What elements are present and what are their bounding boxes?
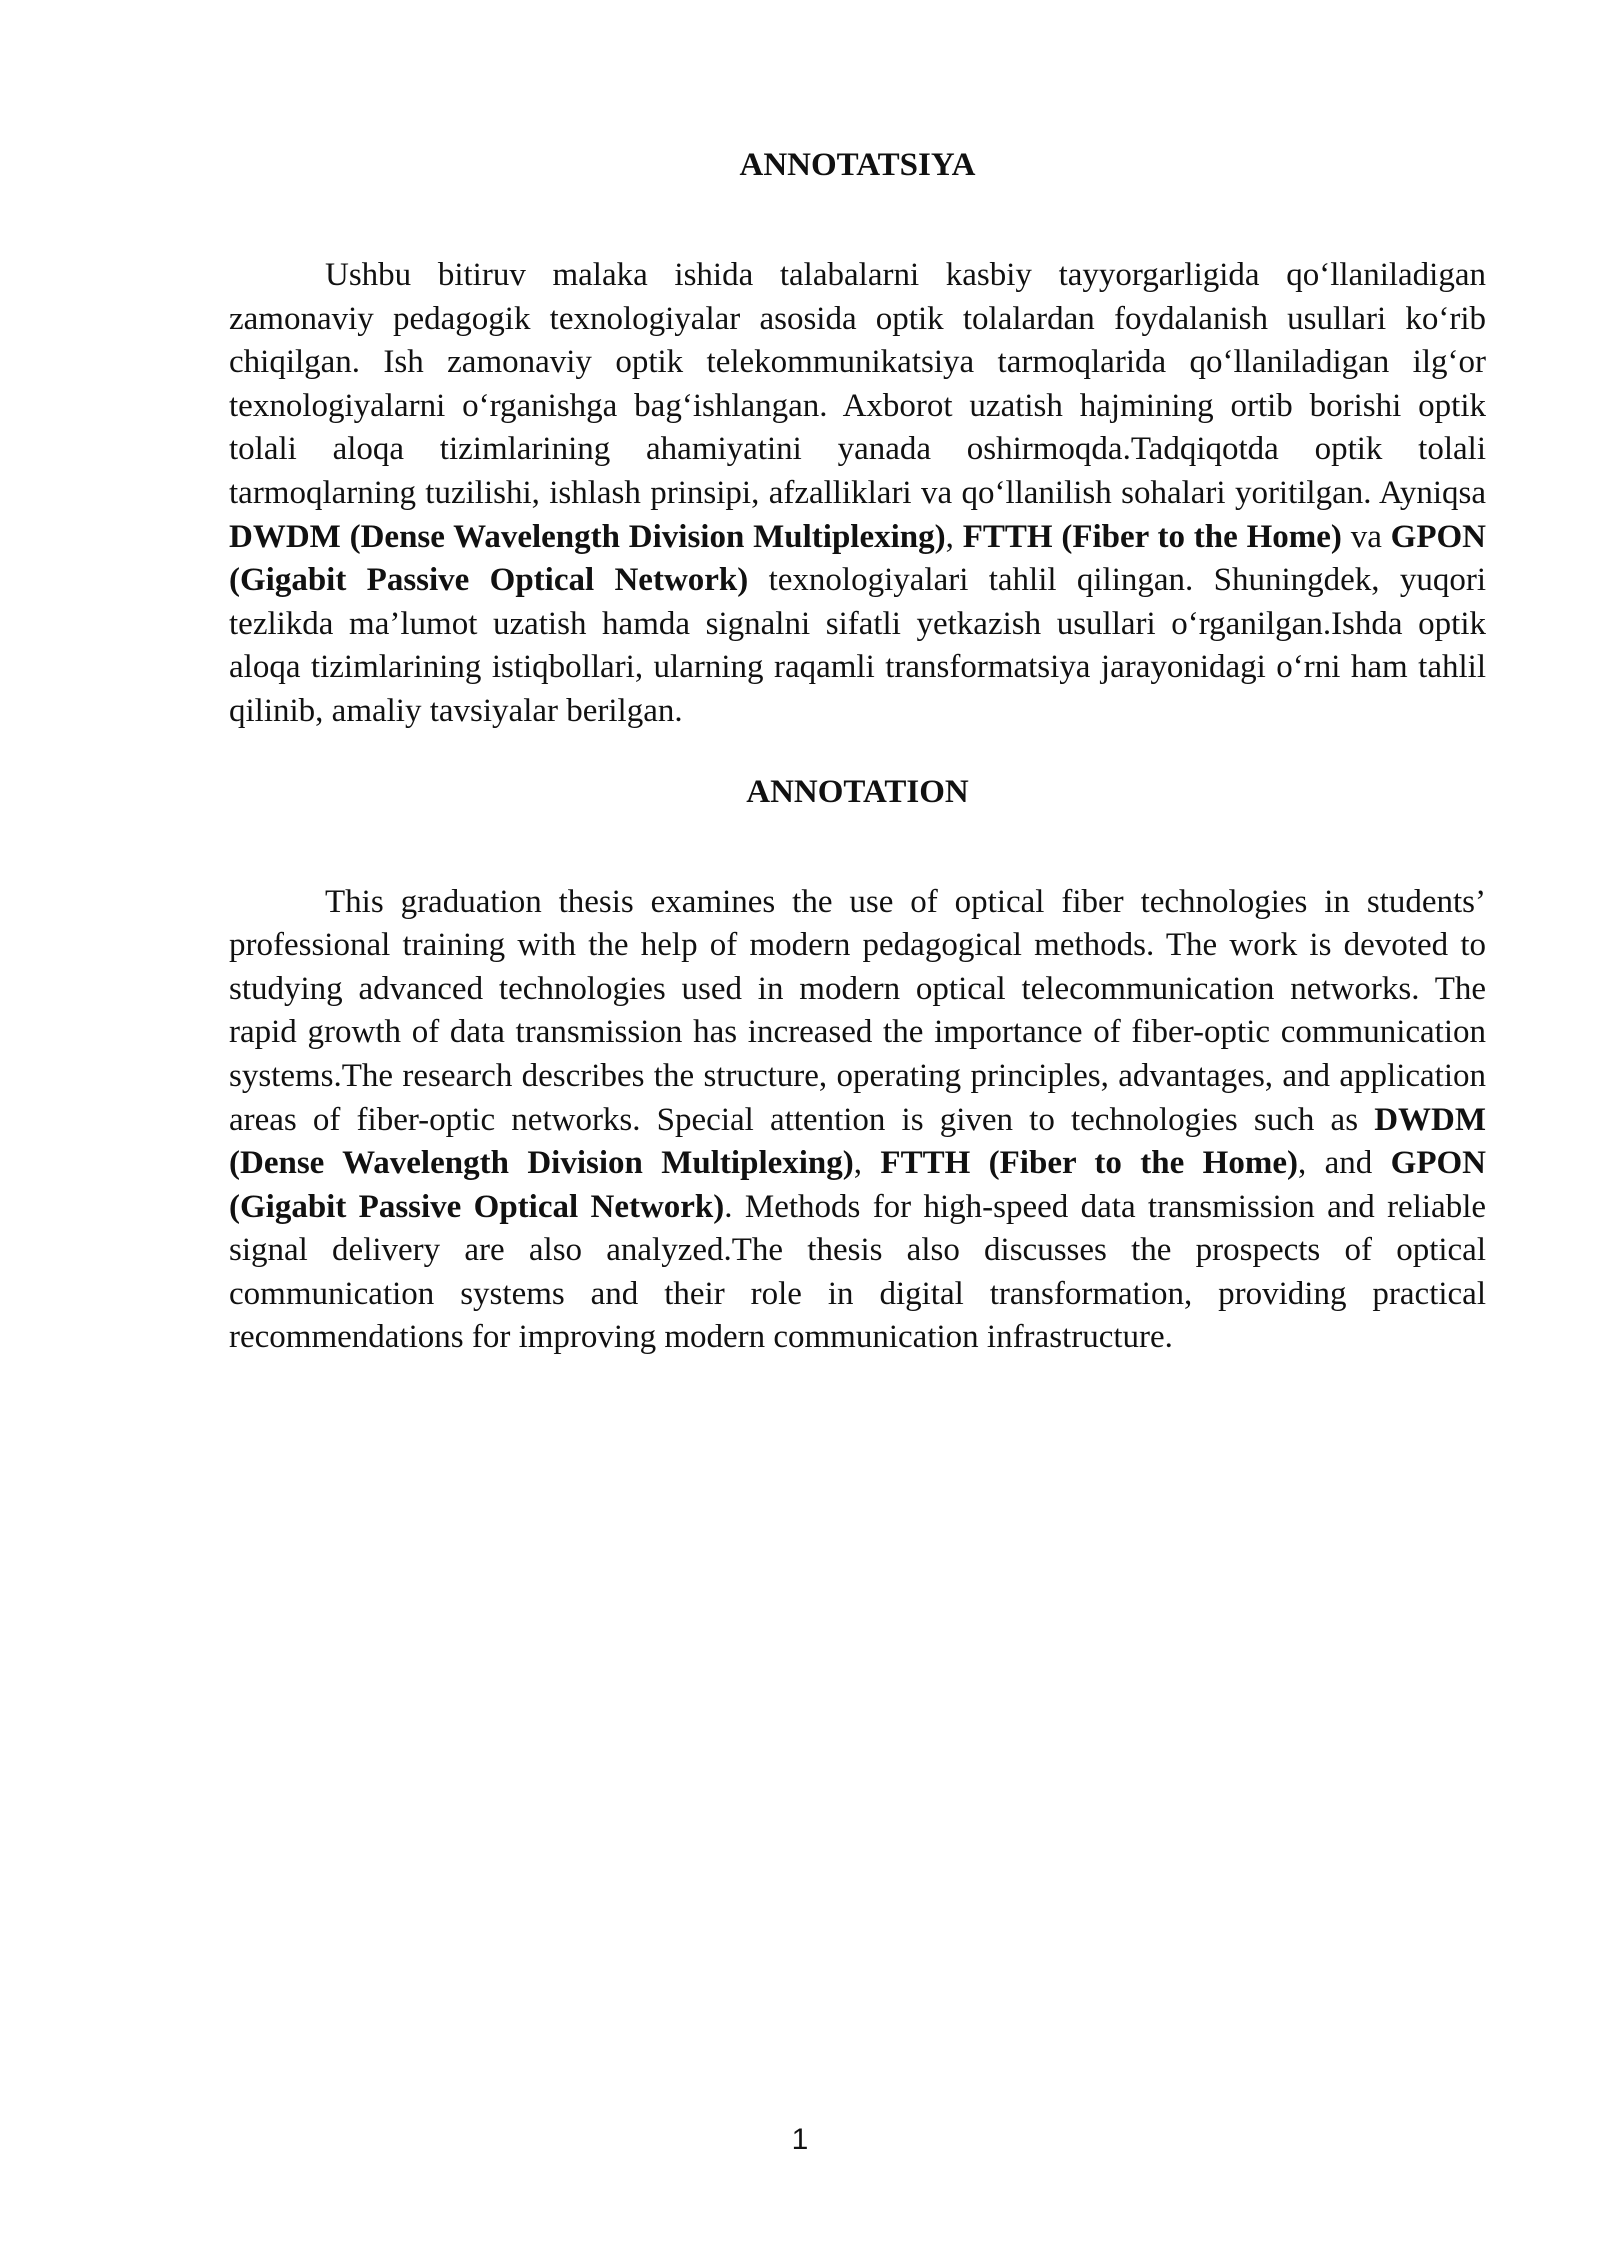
text-run: , (853, 1145, 881, 1182)
text-run: va (1341, 518, 1391, 555)
text-run: texnologiyalari tahlil qilingan. Shuningdek, yuqori tezlikda ma’lumot uzatish hamda signalni sifatli yetkazish usullari o‘rganilgan.Ishda optik aloqa tizimlarining istiqbollari, ularning raqamli transformatsiya jarayonidagi o‘rni ham tahlil qilinib, amaliy tavsiyalar berilgan. (229, 562, 1487, 729)
uzbek-annotation-paragraph (229, 254, 1486, 734)
page-content (229, 143, 1486, 1360)
gpon-term: GPON (Gigabit Passive Optical Network) (229, 518, 1486, 599)
english-annotation-heading: ANNOTATION (746, 773, 969, 810)
ftth-term: FTTH (Fiber to the Home) (962, 518, 1342, 555)
ftth-term: FTTH (Fiber to the Home) (880, 1145, 1298, 1182)
text-run: Ushbu bitiruv malaka ishida talabalarni kasbiy tayyorgarligida qo‘llaniladigan zamonaviy pedagogik texnologiyalar asosida optik tolalardan foydalanish usullari ko‘rib chiqilgan. Ish zamonaviy optik telekommunikatsiya tarmoqlarida qo‘llaniladigan ilg‘or texnologiyalarni o‘rganishga bag‘ishlangan. Axborot uzatish hajmining ortib borishi optik tolali aloqa tizimlarining ahamiyatini yanada oshirmoqda.Tadqiqotda optik tolali tarmoqlarning tuzilishi, ishlash prinsipi, afzalliklari va qo‘llanilish sohalari yoritilgan. Ayniqsa (229, 257, 1486, 511)
text-run: , (945, 518, 963, 555)
english-annotation-paragraph (229, 881, 1486, 1361)
page-number: 1 (791, 2123, 809, 2156)
text-run: , and (1297, 1145, 1391, 1182)
dwdm-term: DWDM (Dense Wavelength Division Multiplexing) (229, 1101, 1486, 1182)
text-run: . Methods for high-speed data transmission and reliable signal delivery are also analyzed.The thesis also discusses the prospects of optical communication systems and their role in digital transformation, providing practical recommendations for improving modern communication infrastructure. (229, 1188, 1487, 1356)
gpon-term: GPON (Gigabit Passive Optical Network) (229, 1145, 1486, 1225)
text-run: This graduation thesis examines the use of optical fiber technologies in students’ professional training with the help of modern pedagogical methods. The work is devoted to studying advanced technologies used in modern optical telecommunication networks. The rapid growth of data transmission has increased the importance of fiber-optic communication systems.The research describes the structure, operating principles, advantages, and application areas of fiber-optic networks. Special attention is given to technologies such as (229, 883, 1486, 1138)
dwdm-term: DWDM (Dense Wavelength Division Multiplexing) (229, 518, 946, 555)
uzbek-annotation-heading: ANNOTATSIYA (739, 147, 976, 183)
